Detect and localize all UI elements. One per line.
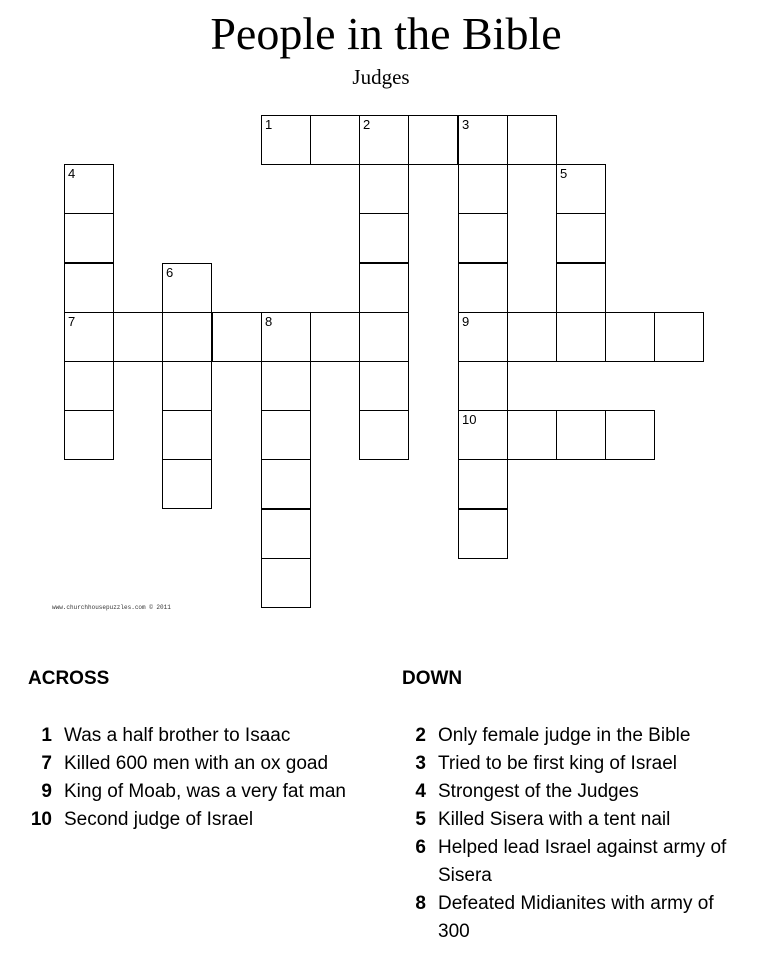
- grid-cell[interactable]: [162, 410, 212, 460]
- cell-number: 6: [166, 265, 174, 280]
- grid-cell[interactable]: [458, 312, 508, 362]
- grid-cell[interactable]: [261, 115, 311, 165]
- grid-cell[interactable]: [359, 115, 409, 165]
- down-clue-4: [402, 778, 732, 806]
- grid-cell[interactable]: [458, 115, 508, 165]
- grid-cell[interactable]: [507, 410, 557, 460]
- grid-cell[interactable]: [64, 312, 114, 362]
- clue-number: 1: [41, 725, 52, 746]
- cell-number: 7: [68, 314, 76, 329]
- down-heading: DOWN: [402, 668, 463, 689]
- grid-cell[interactable]: [458, 213, 508, 263]
- grid-cell[interactable]: [162, 263, 212, 313]
- across-clue-1: [28, 722, 373, 750]
- clue-text: Strongest of the Judges: [438, 781, 639, 802]
- puzzle-subtitle: Judges: [352, 65, 410, 89]
- grid-cell[interactable]: [310, 115, 360, 165]
- cell-number: 8: [265, 314, 273, 329]
- cell-number: 1: [265, 117, 273, 132]
- cell-number: 4: [68, 166, 76, 181]
- grid-cell[interactable]: [64, 213, 114, 263]
- clue-number: 2: [415, 725, 426, 746]
- across-clue-10: [28, 806, 373, 834]
- grid-cell[interactable]: [458, 410, 508, 460]
- clue-number: 6: [415, 837, 426, 858]
- grid-cell[interactable]: [113, 312, 163, 362]
- grid-cell[interactable]: [556, 213, 606, 263]
- grid-cell[interactable]: [556, 263, 606, 313]
- down-clue-list: [402, 722, 732, 946]
- grid-cell[interactable]: [458, 509, 508, 559]
- grid-cell[interactable]: [556, 312, 606, 362]
- clue-text: Defeated Midianites with army of 300: [438, 893, 714, 942]
- grid-cell[interactable]: [556, 410, 606, 460]
- grid-cell[interactable]: [408, 115, 458, 165]
- grid-cell[interactable]: [359, 361, 409, 411]
- clue-number: 5: [415, 809, 426, 830]
- grid-cell[interactable]: [458, 263, 508, 313]
- grid-cell[interactable]: [359, 263, 409, 313]
- grid-cell[interactable]: [359, 312, 409, 362]
- grid-cell[interactable]: [458, 459, 508, 509]
- clue-text: Second judge of Israel: [64, 809, 254, 830]
- grid-cell[interactable]: [359, 213, 409, 263]
- grid-cell[interactable]: [359, 164, 409, 214]
- grid-cell[interactable]: [507, 115, 557, 165]
- grid-cell[interactable]: [605, 410, 655, 460]
- across-clue-list: [28, 722, 373, 834]
- clue-text: Killed Sisera with a tent nail: [438, 809, 671, 830]
- grid-cell[interactable]: [261, 312, 311, 362]
- clue-text: Tried to be first king of Israel: [438, 753, 678, 774]
- grid-cell[interactable]: [310, 312, 360, 362]
- grid-cell[interactable]: [162, 312, 212, 362]
- grid-cell[interactable]: [605, 312, 655, 362]
- grid-cell[interactable]: [261, 410, 311, 460]
- clue-number: 7: [41, 753, 52, 774]
- grid-cell[interactable]: [261, 361, 311, 411]
- across-clue-7: [28, 750, 373, 778]
- grid-cell[interactable]: [162, 459, 212, 509]
- clue-number: 4: [415, 781, 426, 802]
- cell-number: 2: [363, 117, 371, 132]
- down-clue-8: [402, 890, 732, 946]
- across-clue-9: [28, 778, 373, 806]
- across-heading: ACROSS: [28, 668, 110, 689]
- grid-cell[interactable]: [261, 558, 311, 608]
- grid-cell[interactable]: [64, 164, 114, 214]
- grid-cell[interactable]: [458, 361, 508, 411]
- grid-cell[interactable]: [556, 164, 606, 214]
- cell-number: 3: [462, 117, 470, 132]
- down-clue-5: [402, 806, 732, 834]
- grid-cell[interactable]: [261, 459, 311, 509]
- grid-cell[interactable]: [64, 410, 114, 460]
- clue-number: 3: [415, 753, 426, 774]
- clue-number: 8: [415, 893, 426, 914]
- grid-cell[interactable]: [654, 312, 704, 362]
- copyright-credit: www.churchhousepuzzles.com © 2011: [52, 604, 171, 611]
- puzzle-title: People in the Bible: [210, 8, 562, 59]
- grid-cell[interactable]: [359, 410, 409, 460]
- clue-text: Killed 600 men with an ox goad: [64, 753, 329, 774]
- grid-cell[interactable]: [458, 164, 508, 214]
- clue-text: Helped lead Israel against army of Sisera: [438, 837, 727, 886]
- grid-cell[interactable]: [162, 361, 212, 411]
- grid-cell[interactable]: [212, 312, 262, 362]
- grid-cell[interactable]: [261, 509, 311, 559]
- grid-cell[interactable]: [64, 263, 114, 313]
- clue-text: Was a half brother to Isaac: [64, 725, 291, 746]
- down-clue-2: [402, 722, 732, 750]
- grid-cell[interactable]: [64, 361, 114, 411]
- clue-number: 9: [41, 781, 52, 802]
- clue-text: King of Moab, was a very fat man: [64, 781, 346, 802]
- down-clue-6: [402, 834, 732, 890]
- cell-number: 5: [560, 166, 568, 181]
- clue-number: 10: [30, 809, 52, 830]
- cell-number: 9: [462, 314, 470, 329]
- cell-number: 10: [462, 412, 477, 427]
- grid-cell[interactable]: [507, 312, 557, 362]
- down-clue-3: [402, 750, 732, 778]
- clue-text: Only female judge in the Bible: [438, 725, 691, 746]
